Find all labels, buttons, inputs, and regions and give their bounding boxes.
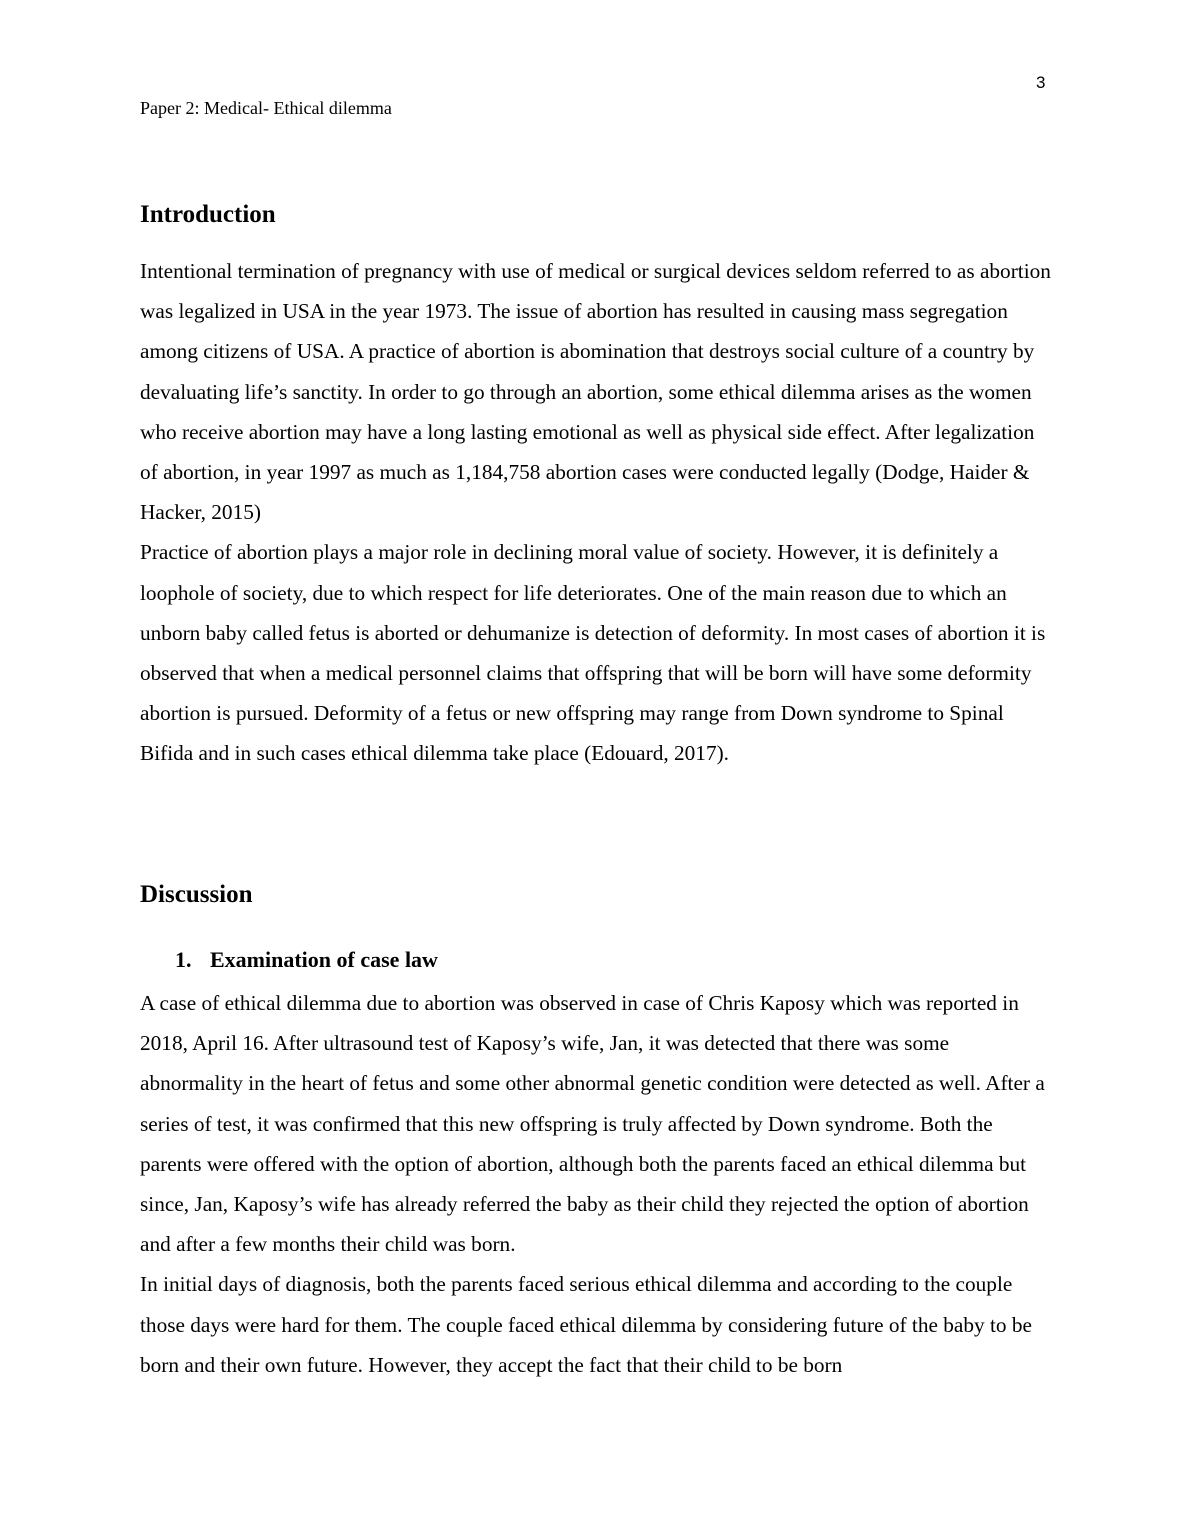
subheading-title: Examination of case law bbox=[210, 947, 438, 972]
discussion-paragraph: A case of ethical dilemma due to abortion was observed in case of Chris Kaposy which was reported in 2018, April 16. After ultrasound test of Kaposy’s wife, Jan, it was detected that there was some abnormality in the heart of fetus and some other abnormal genetic condition were detected as well. After a series of test, it was confirmed that this new offspring is truly affected by Down syndrome. Both the parents were offered with the option of abortion, although both the parents faced an ethical dilemma but since, Jan, Kaposy’s wife has already referred the baby as their child they rejected the option of abortion and after a few months their child was born. bbox=[140, 991, 1045, 1257]
running-head: Paper 2: Medical- Ethical dilemma bbox=[140, 98, 392, 118]
introduction-heading: Introduction bbox=[140, 201, 276, 228]
discussion-heading: Discussion bbox=[140, 881, 253, 908]
introduction-paragraph: Intentional termination of pregnancy with use of medical or surgical devices seldom referred to as abortion was legalized in USA in the year 1973. The issue of abortion has resulted in causing mass segregation among citizens of USA. A practice of abortion is abomination that destroys social culture of a country by devaluating life’s sanctity. In order to go through an abortion, some ethical dilemma arises as the women who receive abortion may have a long lasting emotional as well as physical side effect. After legalization of abortion, in year 1997 as much as 1,184,758 abortion cases were conducted legally (Dodge, Haider & Hacker, 2015) bbox=[140, 259, 1051, 525]
page-number: 3 bbox=[1036, 73, 1046, 92]
discussion-paragraph: In initial days of diagnosis, both the parents faced serious ethical dilemma and according to the couple those days were hard for them. The couple faced ethical dilemma by considering future of the baby to be born and their own future. However, they accept the fact that their child to be born bbox=[140, 1272, 1032, 1377]
introduction-paragraph: Practice of abortion plays a major role in declining moral value of society. However, it is definitely a loophole of society, due to which respect for life deteriorates. One of the main reason due to which an unborn baby called fetus is aborted or dehumanize is detection of deformity. In most cases of abortion it is observed that when a medical personnel claims that offspring that will be born will have some deformity abortion is pursued. Deformity of a fetus or new offspring may range from Down syndrome to Spinal Bifida and in such cases ethical dilemma take place (Edouard, 2017). bbox=[140, 540, 1046, 766]
subheading-number: 1. bbox=[175, 947, 192, 972]
discussion-body bbox=[140, 983, 1055, 1385]
case-law-subheading bbox=[175, 946, 438, 974]
introduction-body bbox=[140, 251, 1055, 774]
